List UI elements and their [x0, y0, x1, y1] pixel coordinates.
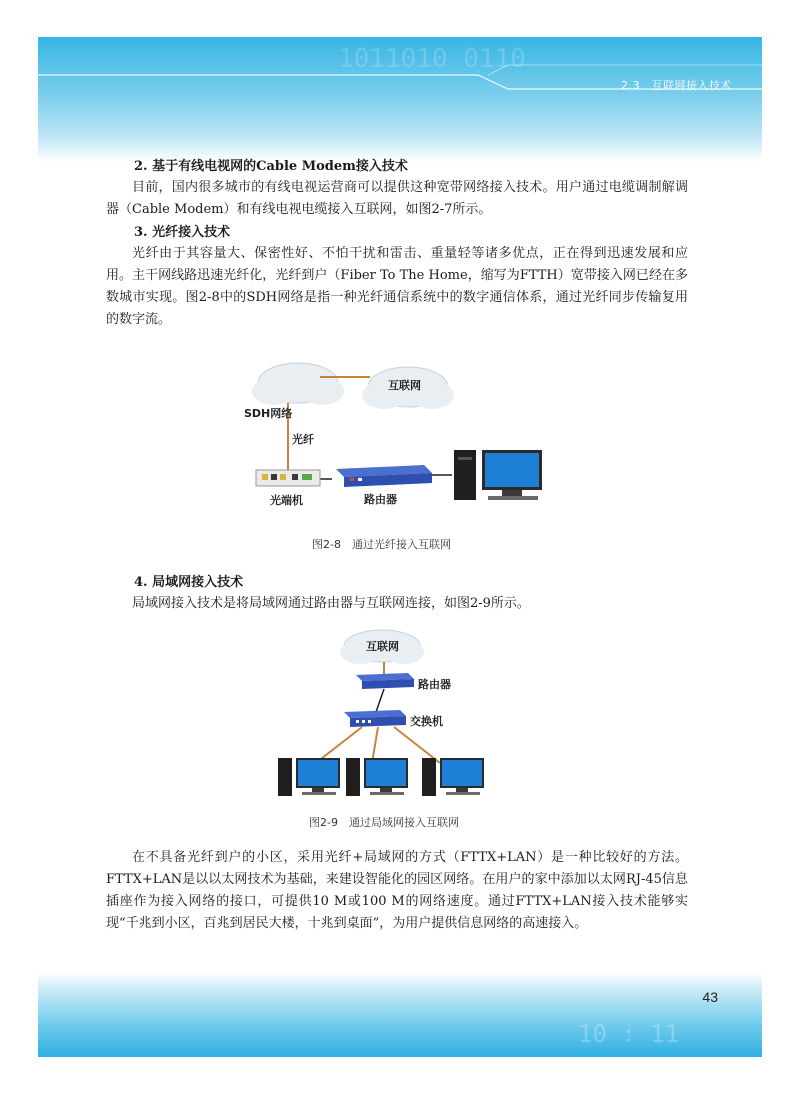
paragraph: 局域网接入技术是将局域网通过路由器与互联网连接，如图2-9所示。: [132, 596, 530, 611]
section-body-cable: [106, 177, 688, 221]
header-band: [38, 37, 762, 162]
link-router-switch: [376, 689, 384, 712]
footer-decoration: [38, 972, 762, 1057]
link-switch-pc2: [372, 727, 378, 763]
paragraph: 光纤由于其容量大、保密性好、不怕干扰和雷击、重量轻等诸多优点，正在得到迅速发展和应用。主干网线路迅速光纤化，光纤到户（Fiber To The Home，缩写为FTTH）宽带接入网已经在多数城市实现。图2-8中的SDH网络是指一种光纤通信系统中的数字通信体系，通过光纤同步传输复用的数字流。: [106, 246, 688, 327]
svg-text:1011010 0110: 1011010 0110: [338, 44, 526, 74]
footer-band: [38, 972, 762, 1057]
section-heading-fiber: 3. 光纤接入技术: [134, 225, 231, 240]
label-optical-terminal: 光端机: [270, 494, 303, 507]
page-number: 43: [702, 989, 718, 1005]
router-icon: [336, 465, 432, 487]
label-router: 路由器: [364, 493, 397, 506]
running-head: 2.3 互联网接入技术: [621, 79, 732, 92]
label-router: 路由器: [418, 678, 451, 691]
label-fiber: 光纤: [292, 433, 314, 446]
figure-lan-access: [272, 628, 502, 803]
optical-terminal-icon: [256, 470, 320, 486]
paragraph: 在不具备光纤到户的小区，采用光纤+局域网的方式（FTTX+LAN）是一种比较好的方法。FTTX+LAN是以以太网技术为基础，来建设智能化的园区网络。在用户的家中添加以太网RJ-45信息插座作为接入网络的接口，可提供10 M或100 M的网络速度。通过FTTX+LAN接入技术能够实现“千兆到小区，百兆到居民大楼，十兆到桌面”，为用户提供信息网络的高速接入。: [106, 850, 688, 931]
section-heading-cable: 2. 基于有线电视网的Cable Modem接入技术: [134, 159, 408, 174]
computer-icon: [278, 758, 340, 796]
paragraph: 目前，国内很多城市的有线电视运营商可以提供这种宽带网络接入技术。用户通过电缆调制解调器（Cable Modem）和有线电视电缆接入互联网，如图2-7所示。: [106, 180, 688, 217]
router-icon: [356, 673, 414, 689]
computer-icon: [346, 758, 408, 796]
computer-icon: [422, 758, 484, 796]
section-heading-lan: 4. 局域网接入技术: [134, 575, 244, 590]
section-body-fiber: [106, 243, 688, 331]
switch-icon: [344, 710, 406, 727]
header-decoration: [38, 37, 762, 162]
label-internet: 互联网: [388, 379, 421, 392]
section-body-closing: [106, 847, 688, 935]
figure-caption-2-8: 图2-8 通过光纤接入互联网: [312, 538, 451, 551]
section-body-lan: [106, 593, 688, 615]
label-internet: 互联网: [366, 640, 399, 653]
sdh-cloud-icon: [252, 363, 344, 405]
figure-fiber-access: [240, 355, 560, 525]
label-sdh: SDH网络: [244, 407, 293, 420]
link-switch-pc3: [394, 727, 440, 763]
svg-text:10 : 11: 10 : 11: [578, 1020, 680, 1048]
figure-caption-2-9: 图2-9 通过局域网接入互联网: [309, 816, 459, 829]
label-switch: 交换机: [410, 715, 443, 728]
computer-icon: [454, 450, 542, 500]
